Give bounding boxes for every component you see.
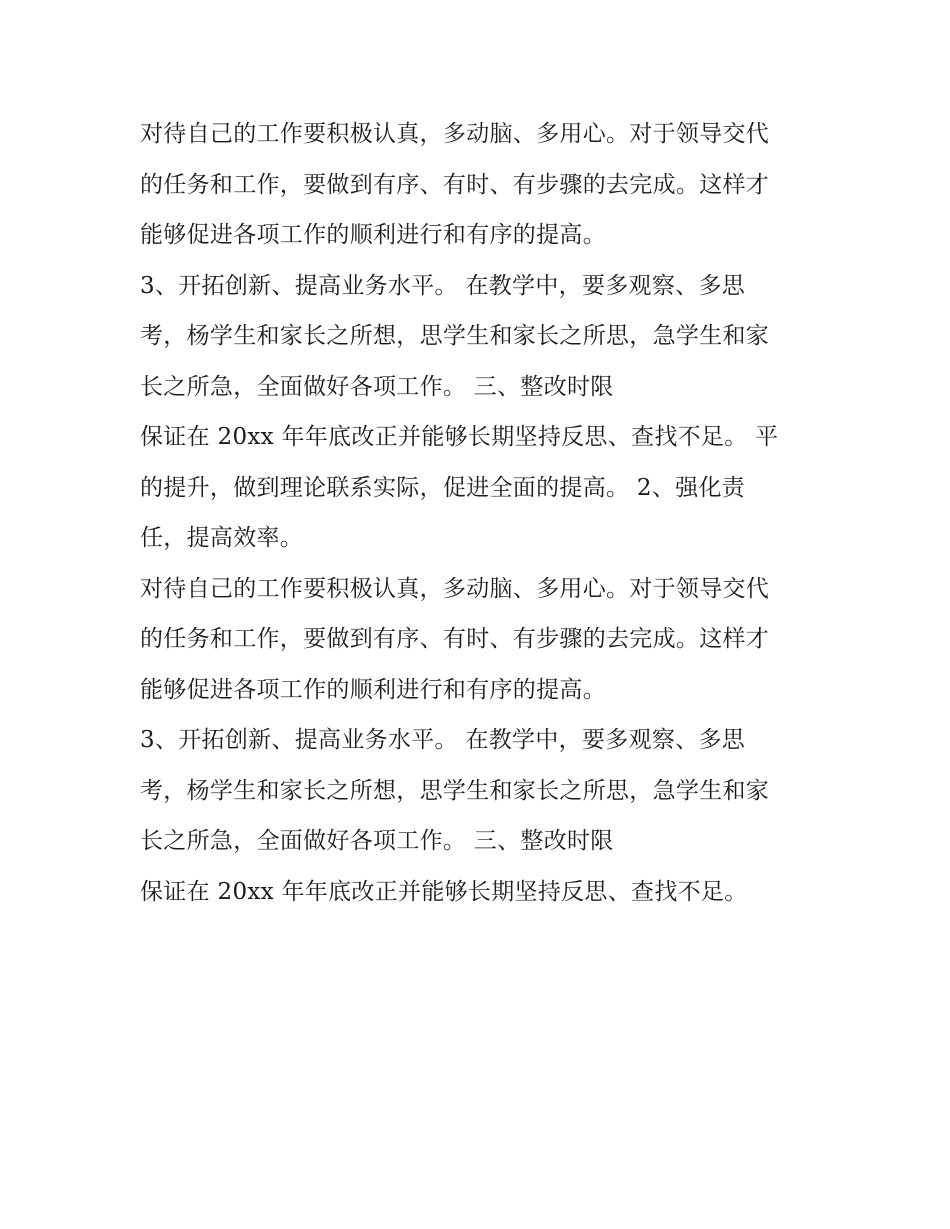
text-line: 的任务和工作，要做到有序、有时、有步骤的去完成。这样才 (140, 626, 770, 652)
text-line: 保证在 20xx 年年底改正并能够长期坚持反思、查找不足。 平 (140, 424, 779, 450)
text-line: 3、开拓创新、提高业务水平。 在教学中，要多观察、多思 (140, 727, 746, 753)
text-line: 的提升，做到理论联系实际，促进全面的提高。 2、强化责 (140, 474, 746, 501)
text-line: 能够促进各项工作的顺利进行和有序的提高。 (140, 676, 606, 703)
text-line: 长之所急，全面做好各项工作。 三、整改时限 (140, 828, 614, 854)
text-line: 对待自己的工作要积极认真，多动脑、多用心。对于领导交代 (140, 121, 770, 147)
text-line: 任，提高效率。 (140, 525, 304, 551)
text-line: 长之所急，全面做好各项工作。 三、整改时限 (140, 373, 614, 400)
document-body (140, 109, 820, 917)
text-line: 对待自己的工作要积极认真，多动脑、多用心。对于领导交代 (140, 575, 770, 602)
text-line: 3、开拓创新、提高业务水平。 在教学中，要多观察、多思 (140, 272, 746, 299)
text-line: 保证在 20xx 年年底改正并能够长期坚持反思、查找不足。 (140, 878, 748, 905)
text-line: 考，杨学生和家长之所想，思学生和家长之所思，急学生和家 (140, 777, 770, 804)
text-line: 的任务和工作，要做到有序、有时、有步骤的去完成。这样才 (140, 171, 770, 198)
text-line: 能够促进各项工作的顺利进行和有序的提高。 (140, 222, 606, 248)
text-line: 考，杨学生和家长之所想，思学生和家长之所思，急学生和家 (140, 323, 770, 349)
